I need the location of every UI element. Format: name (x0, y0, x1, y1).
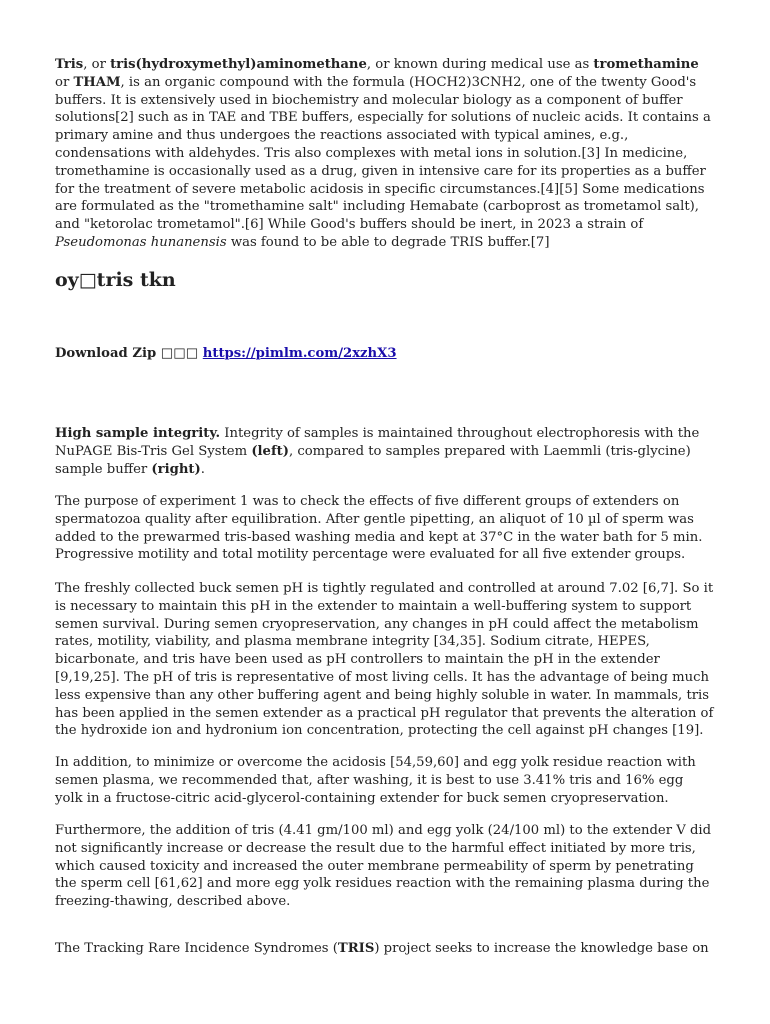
text-fragment: , is an organic compound with the formula (HOCH2)3CNH2, one of the twenty Good's buffers. It is extensively used in biochemistry and molecular biology as a component of buffer solutions[2] such as in TAE and TBE buffers, especially for solutions of nucleic acids. It contains a primary amine and thus undergoes the reactions associated with typical amines, e.g., condensations with aldehydes. Tris also complexes with metal ions in solution.[3] In medicine, tromethamine is occasionally used as a drug, given in intensive care for its properties as a buffer for the treatment of severe metabolic acidosis in specific circumstances.[4][5] Some medications are formulated as the "tromethamine salt" including Hemabate (carboprost as trometamol salt), and "ketorolac trometamol".[6] While Good's buffers should be inert, in 2023 a strain of (55, 74, 711, 233)
integrity-paragraph (55, 425, 715, 478)
ph-paragraph: The freshly collected buck semen pH is tightly regulated and controlled at around 7.02 [6,7]. So it is necessary to maintain this pH in the extender to maintain a well-buffering system to support semen survival. During semen cryopreservation, any changes in pH could affect the metabolism rates, motility, viability, and plasma membrane integrity [34,35]. Sodium citrate, HEPES, bicarbonate, and tris have been used as pH controllers to maintain the pH in the extender [9,19,25]. The pH of tris is representative of most living cells. It has the advantage of being much less expensive than any other buffering agent and being highly soluble in water. In mammals, tris has been applied in the semen extender as a practical pH regulator that prevents the alteration of the hydroxide ion and hydronium ion concentration, protecting the cell against pH changes [19]. (55, 581, 714, 739)
experiment-paragraph: The purpose of experiment 1 was to check the effects of five different groups of extenders on spermatozoa quality after equilibration. After gentle pipetting, an aliquot of 10 µl of sperm was added to the prewarmed tris-based washing media and kept at 37°C in the water bath for 5 min. Progressive motility and total motility percentage were evaluated for all five extender groups. (55, 494, 703, 563)
term-tris: Tris (55, 57, 84, 72)
integrity-block (55, 425, 715, 478)
text-fragment: or (55, 74, 74, 90)
text-fragment: Integrity of samples is maintained throughout electrophoresis with the NuPAGE Bis-Tris Gel System (55, 426, 700, 459)
integrity-lead: High sample integrity. (55, 426, 221, 441)
term-tham: THAM (73, 74, 121, 90)
further-paragraph: Furthermore, the addition of tris (4.41 gm/100 ml) and egg yolk (24/100 ml) to the extender V did not significantly increase or decrease the result due to the harmful effect initiated by more tris, which caused toxicity and increased the outer membrane permeability of sperm by penetrating the sperm cell [61,62] and more egg yolk residues reaction with the remaining plasma during the freezing-thawing, described above. (55, 823, 712, 910)
download-label: Download Zip □□□ (55, 346, 203, 361)
text-fragment: was found to be able to degrade TRIS buffer.[7] (226, 234, 550, 250)
species-name: Pseudomonas hunanensis (55, 234, 227, 250)
ph-block (55, 580, 715, 740)
download-link[interactable]: https://pimlm.com/2xzhX3 (202, 346, 397, 361)
term-tris-acronym: TRIS (337, 941, 375, 956)
acidosis-block (55, 754, 715, 807)
tracking-block (55, 940, 715, 958)
text-fragment: . (200, 461, 205, 477)
text-fragment: , or known during medical use as (366, 57, 594, 72)
label-right: (right) (151, 461, 201, 477)
text-fragment: , or (83, 57, 111, 72)
tracking-paragraph (55, 940, 715, 958)
text-fragment: The Tracking Rare Incidence Syndromes ( (55, 941, 338, 956)
intro-paragraph-block (55, 56, 715, 252)
page-heading: oy□tris tkn (55, 269, 176, 291)
experiment-block (55, 493, 715, 564)
text-fragment: , compared to samples prepared with Laemmli (tris-glycine) sample buffer (55, 443, 691, 477)
heading-block (55, 268, 715, 292)
term-tromethamine: tromethamine (593, 57, 699, 72)
term-full-name: tris(hydroxymethyl)aminomethane (110, 57, 367, 72)
download-line (55, 342, 715, 363)
intro-paragraph (55, 56, 715, 252)
further-block (55, 822, 715, 911)
acidosis-paragraph: In addition, to minimize or overcome the acidosis [54,59,60] and egg yolk residue reaction with semen plasma, we recommended that, after washing, it is best to use 3.41% tris and 16% egg yolk in a fructose-citric acid-glycerol-containing extender for buck semen cryopreservation. (55, 755, 696, 806)
text-fragment: ) project seeks to increase the knowledge base on (374, 941, 709, 956)
label-left: (left) (251, 443, 289, 459)
